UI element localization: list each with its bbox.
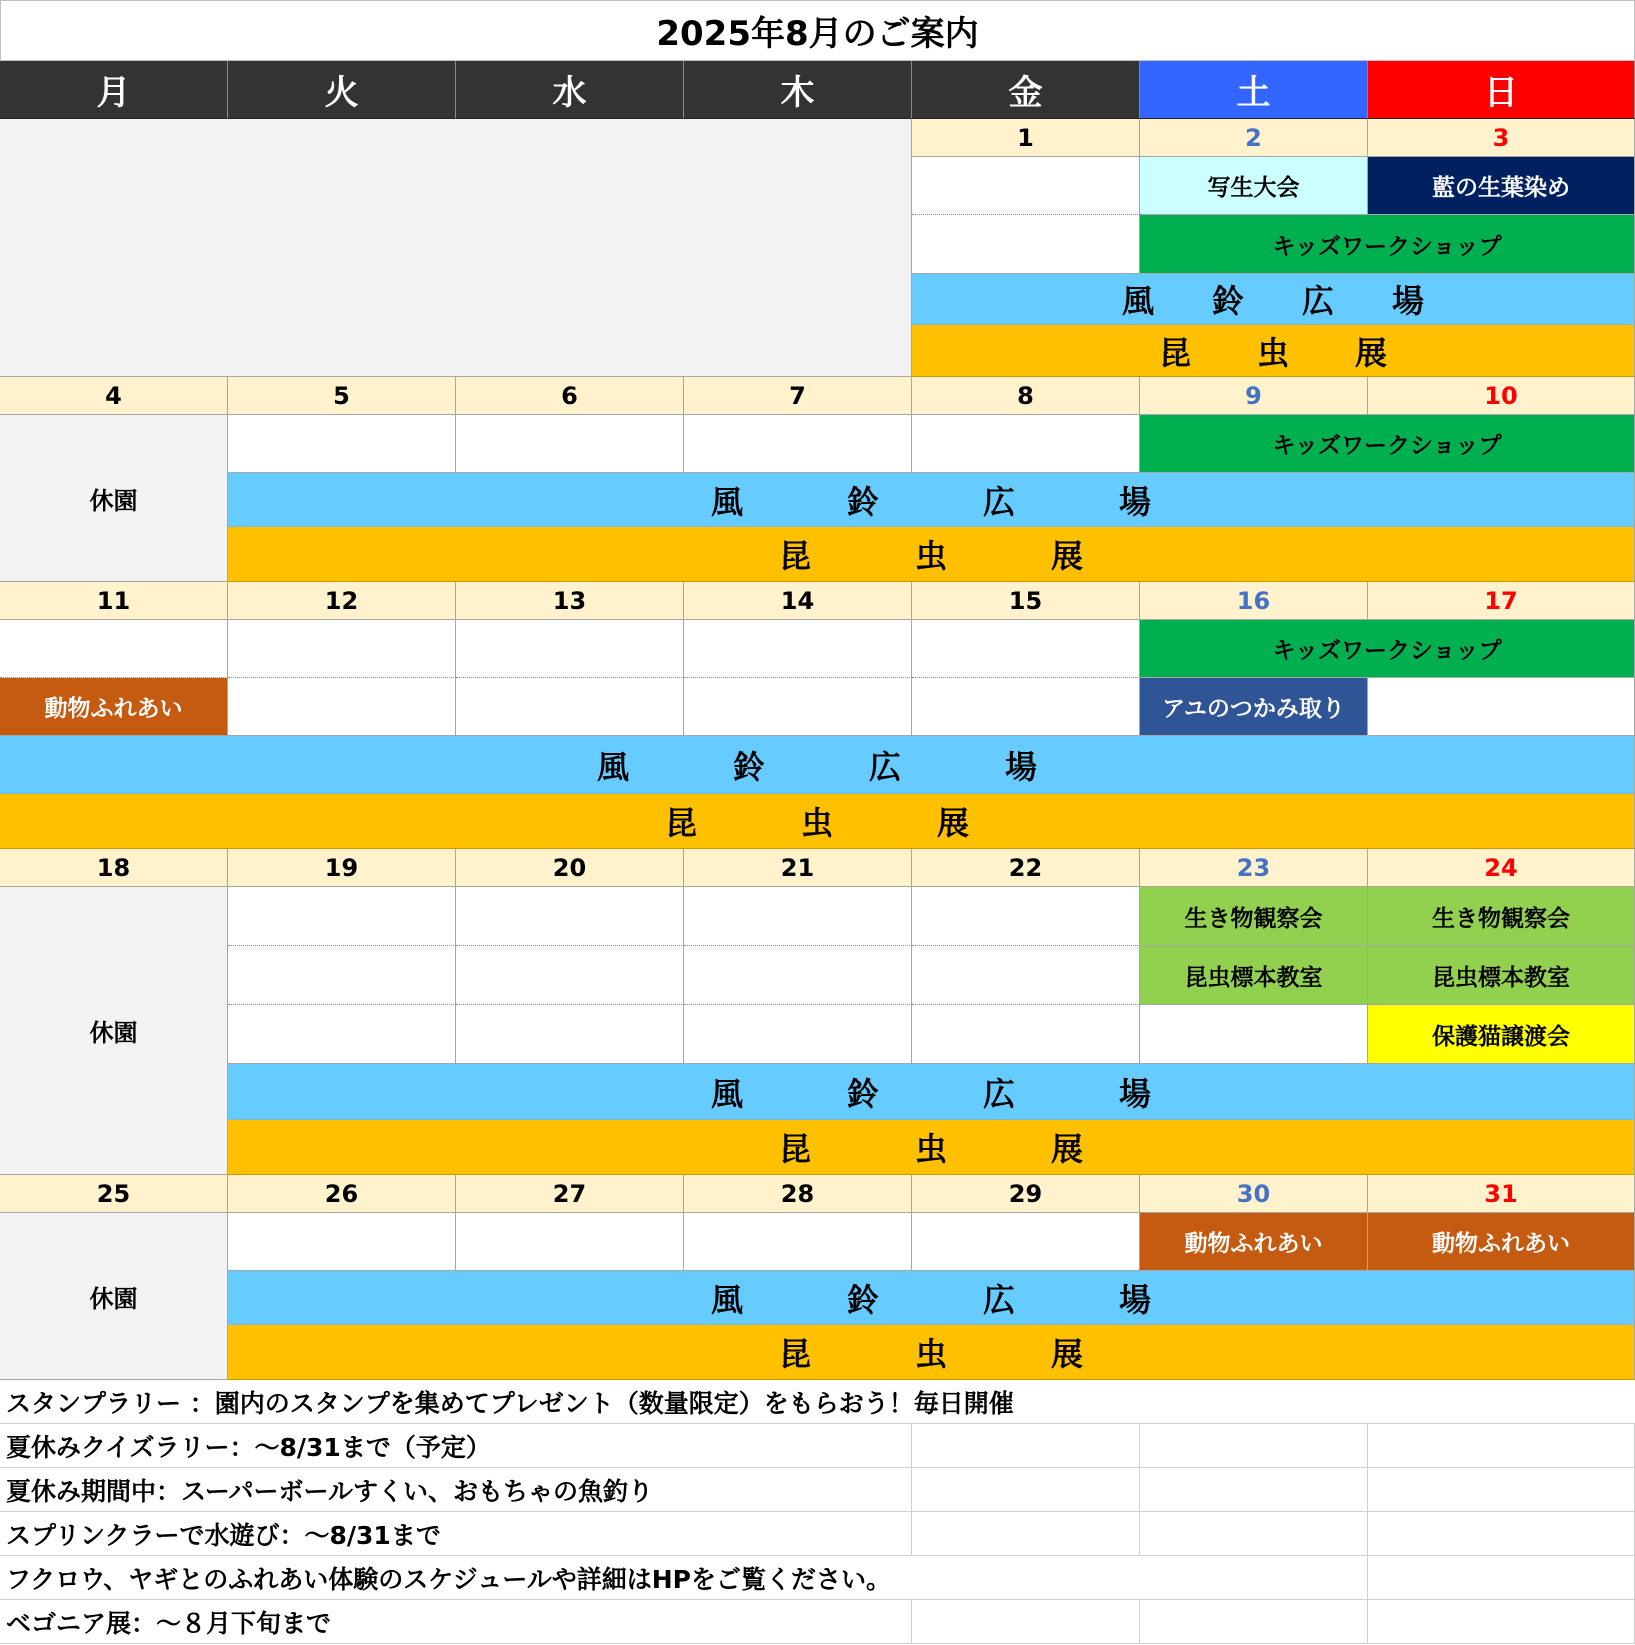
empty-cell bbox=[228, 678, 456, 736]
empty-cell bbox=[1368, 678, 1635, 736]
sheet-grid-cell bbox=[684, 1600, 912, 1644]
banner-char: 広 bbox=[983, 482, 1016, 521]
empty-cell bbox=[456, 620, 684, 678]
weekday-header: 火 bbox=[228, 61, 456, 119]
info-note: 夏休み期間中：スーパーボールすくい、おもちゃの魚釣り bbox=[0, 1468, 684, 1512]
banner-char: 場 bbox=[1392, 282, 1425, 320]
date-cell: 30 bbox=[1140, 1175, 1368, 1213]
event-animal-contact: 動物ふれあい bbox=[1140, 1213, 1368, 1271]
event-insect-specimen-class: 昆虫標本教室 bbox=[1140, 946, 1368, 1005]
empty-cell bbox=[912, 620, 1140, 678]
sheet-grid-cell bbox=[1368, 1512, 1635, 1556]
weekday-header: 土 bbox=[1140, 61, 1368, 119]
sheet-grid-cell bbox=[684, 1468, 912, 1512]
date-cell: 6 bbox=[456, 377, 684, 415]
date-cell: 31 bbox=[1368, 1175, 1635, 1213]
weekday-header: 木 bbox=[684, 61, 912, 119]
blank-prev-month bbox=[0, 119, 912, 377]
page-title: 2025年8月のご案内 bbox=[0, 0, 1635, 61]
sheet-grid-cell bbox=[912, 1512, 1140, 1556]
konchu-ten-banner bbox=[228, 527, 1635, 582]
banner-char: 風 bbox=[710, 1074, 743, 1113]
sheet-grid-cell bbox=[912, 1468, 1140, 1512]
banner-char: 虫 bbox=[1256, 333, 1289, 372]
info-note: フクロウ、ヤギとのふれあい体験のスケジュールや詳細はHPをご覧ください。 bbox=[0, 1556, 1140, 1600]
banner-char: 鈴 bbox=[1211, 282, 1244, 320]
banner-char: 広 bbox=[983, 1074, 1016, 1113]
banner-char: 風 bbox=[596, 747, 629, 786]
banner-char: 虫 bbox=[914, 1130, 947, 1168]
banner-char: 場 bbox=[1119, 482, 1152, 521]
fuurin-hiroba-banner bbox=[0, 736, 1635, 794]
event-cat-adoption: 保護猫譲渡会 bbox=[1368, 1005, 1635, 1064]
banner-char: 展 bbox=[937, 804, 970, 842]
banner-char: 風 bbox=[1121, 282, 1154, 320]
info-note: スプリンクラーで水遊び：～8/31まで bbox=[0, 1512, 684, 1556]
empty-cell bbox=[228, 620, 456, 678]
empty-cell bbox=[912, 887, 1140, 946]
sheet-grid-cell bbox=[912, 1424, 1140, 1468]
sheet-grid-cell bbox=[912, 1600, 1140, 1644]
date-cell: 23 bbox=[1140, 849, 1368, 887]
sheet-grid-cell bbox=[1140, 1424, 1368, 1468]
empty-cell bbox=[912, 946, 1140, 1005]
empty-cell bbox=[912, 678, 1140, 736]
empty-cell bbox=[456, 415, 684, 473]
closed-day: 休園 bbox=[0, 1213, 228, 1380]
date-cell: 12 bbox=[228, 582, 456, 620]
date-cell: 29 bbox=[912, 1175, 1140, 1213]
date-cell: 27 bbox=[456, 1175, 684, 1213]
empty-cell bbox=[912, 415, 1140, 473]
empty-cell bbox=[912, 1005, 1140, 1064]
sheet-grid-cell bbox=[1368, 1556, 1635, 1600]
banner-char: 昆 bbox=[778, 1130, 811, 1168]
sheet-grid-cell bbox=[1368, 1468, 1635, 1512]
sheet-grid-cell bbox=[1368, 1424, 1635, 1468]
empty-cell bbox=[684, 415, 912, 473]
date-cell: 11 bbox=[0, 582, 228, 620]
empty-cell bbox=[228, 887, 456, 946]
date-cell: 7 bbox=[684, 377, 912, 415]
weekday-header: 月 bbox=[0, 61, 228, 119]
konchu-ten-banner bbox=[228, 1120, 1635, 1175]
konchu-ten-banner bbox=[0, 794, 1635, 849]
banner-char: 虫 bbox=[914, 537, 947, 575]
empty-cell bbox=[228, 946, 456, 1005]
banner-char: 展 bbox=[1355, 333, 1388, 372]
empty-cell bbox=[684, 1213, 912, 1271]
date-cell: 14 bbox=[684, 582, 912, 620]
date-cell: 19 bbox=[228, 849, 456, 887]
date-cell: 2 bbox=[1140, 119, 1368, 157]
date-cell: 26 bbox=[228, 1175, 456, 1213]
event-animal-contact: 動物ふれあい bbox=[0, 678, 228, 736]
empty-cell bbox=[684, 946, 912, 1005]
fuurin-hiroba-banner bbox=[912, 274, 1635, 325]
event-sketch-contest: 写生大会 bbox=[1140, 157, 1368, 215]
banner-char: 場 bbox=[1119, 1280, 1152, 1319]
banner-char: 昆 bbox=[664, 804, 697, 842]
banner-char: 展 bbox=[1051, 1130, 1084, 1168]
date-cell: 25 bbox=[0, 1175, 228, 1213]
sheet-grid-cell bbox=[684, 1424, 912, 1468]
event-creature-observation: 生き物観察会 bbox=[1368, 887, 1635, 946]
date-cell: 3 bbox=[1368, 119, 1635, 157]
event-insect-specimen-class: 昆虫標本教室 bbox=[1368, 946, 1635, 1005]
date-cell: 9 bbox=[1140, 377, 1368, 415]
empty-cell bbox=[684, 1005, 912, 1064]
sheet-grid-cell bbox=[1140, 1600, 1368, 1644]
fuurin-hiroba-banner bbox=[228, 473, 1635, 527]
date-cell: 1 bbox=[912, 119, 1140, 157]
empty-cell bbox=[684, 620, 912, 678]
konchu-ten-banner bbox=[228, 1325, 1635, 1380]
banner-char: 場 bbox=[1119, 1074, 1152, 1113]
sheet-grid-cell bbox=[1368, 1600, 1635, 1644]
banner-char: 風 bbox=[710, 482, 743, 521]
event-ayu-catch: アユのつかみ取り bbox=[1140, 678, 1368, 736]
banner-char: 鈴 bbox=[846, 1074, 879, 1113]
weekday-header: 水 bbox=[456, 61, 684, 119]
banner-char: 展 bbox=[1051, 537, 1084, 575]
event-kids-workshop: キッズワークショップ bbox=[1140, 215, 1635, 274]
banner-char: 昆 bbox=[778, 537, 811, 575]
empty-cell bbox=[456, 678, 684, 736]
date-cell: 24 bbox=[1368, 849, 1635, 887]
closed-day: 休園 bbox=[0, 887, 228, 1175]
fuurin-hiroba-banner bbox=[228, 1064, 1635, 1120]
weekday-header: 日 bbox=[1368, 61, 1635, 119]
banner-char: 展 bbox=[1051, 1335, 1084, 1373]
banner-char: 虫 bbox=[914, 1335, 947, 1373]
empty-cell bbox=[912, 215, 1140, 274]
date-cell: 22 bbox=[912, 849, 1140, 887]
fuurin-hiroba-banner bbox=[228, 1271, 1635, 1325]
event-animal-contact: 動物ふれあい bbox=[1368, 1213, 1635, 1271]
sheet-grid-cell bbox=[1140, 1556, 1368, 1600]
banner-char: 広 bbox=[869, 747, 902, 786]
closed-day: 休園 bbox=[0, 415, 228, 582]
banner-char: 虫 bbox=[800, 804, 833, 842]
date-cell: 16 bbox=[1140, 582, 1368, 620]
banner-char: 広 bbox=[1302, 282, 1335, 320]
date-cell: 28 bbox=[684, 1175, 912, 1213]
info-note: ベゴニア展：～８月下旬まで bbox=[0, 1600, 684, 1644]
banner-char: 鈴 bbox=[846, 1280, 879, 1319]
empty-cell bbox=[456, 1213, 684, 1271]
empty-cell bbox=[456, 946, 684, 1005]
date-cell: 21 bbox=[684, 849, 912, 887]
sheet-grid-cell bbox=[1140, 1468, 1368, 1512]
sheet-grid-cell bbox=[684, 1512, 912, 1556]
banner-char: 昆 bbox=[1158, 333, 1191, 372]
banner-char: 昆 bbox=[778, 1335, 811, 1373]
event-creature-observation: 生き物観察会 bbox=[1140, 887, 1368, 946]
banner-char: 鈴 bbox=[846, 482, 879, 521]
event-indigo-dye: 藍の生葉染め bbox=[1368, 157, 1635, 215]
empty-cell bbox=[228, 1005, 456, 1064]
empty-cell bbox=[684, 887, 912, 946]
banner-char: 風 bbox=[710, 1280, 743, 1319]
date-cell: 18 bbox=[0, 849, 228, 887]
empty-cell bbox=[456, 1005, 684, 1064]
event-kids-workshop: キッズワークショップ bbox=[1140, 620, 1635, 678]
date-cell: 10 bbox=[1368, 377, 1635, 415]
empty-cell bbox=[228, 415, 456, 473]
info-note: 夏休みクイズラリー：～8/31まで（予定） bbox=[0, 1424, 684, 1468]
empty-cell bbox=[0, 620, 228, 678]
date-cell: 20 bbox=[456, 849, 684, 887]
date-cell: 17 bbox=[1368, 582, 1635, 620]
empty-cell bbox=[456, 887, 684, 946]
event-kids-workshop: キッズワークショップ bbox=[1140, 415, 1635, 473]
weekday-header: 金 bbox=[912, 61, 1140, 119]
empty-cell bbox=[1140, 1005, 1368, 1064]
banner-char: 鈴 bbox=[732, 747, 765, 786]
banner-char: 広 bbox=[983, 1280, 1016, 1319]
empty-cell bbox=[912, 1213, 1140, 1271]
date-cell: 4 bbox=[0, 377, 228, 415]
banner-char: 場 bbox=[1005, 747, 1038, 786]
date-cell: 13 bbox=[456, 582, 684, 620]
empty-cell bbox=[684, 678, 912, 736]
empty-cell bbox=[912, 157, 1140, 215]
date-cell: 15 bbox=[912, 582, 1140, 620]
info-note: スタンプラリー ：園内のスタンプを集めてプレゼント（数量限定）をもらおう！毎日開催 bbox=[0, 1380, 1635, 1424]
date-cell: 5 bbox=[228, 377, 456, 415]
sheet-grid-cell bbox=[1140, 1512, 1368, 1556]
empty-cell bbox=[228, 1213, 456, 1271]
konchu-ten-banner bbox=[912, 325, 1635, 377]
date-cell: 8 bbox=[912, 377, 1140, 415]
